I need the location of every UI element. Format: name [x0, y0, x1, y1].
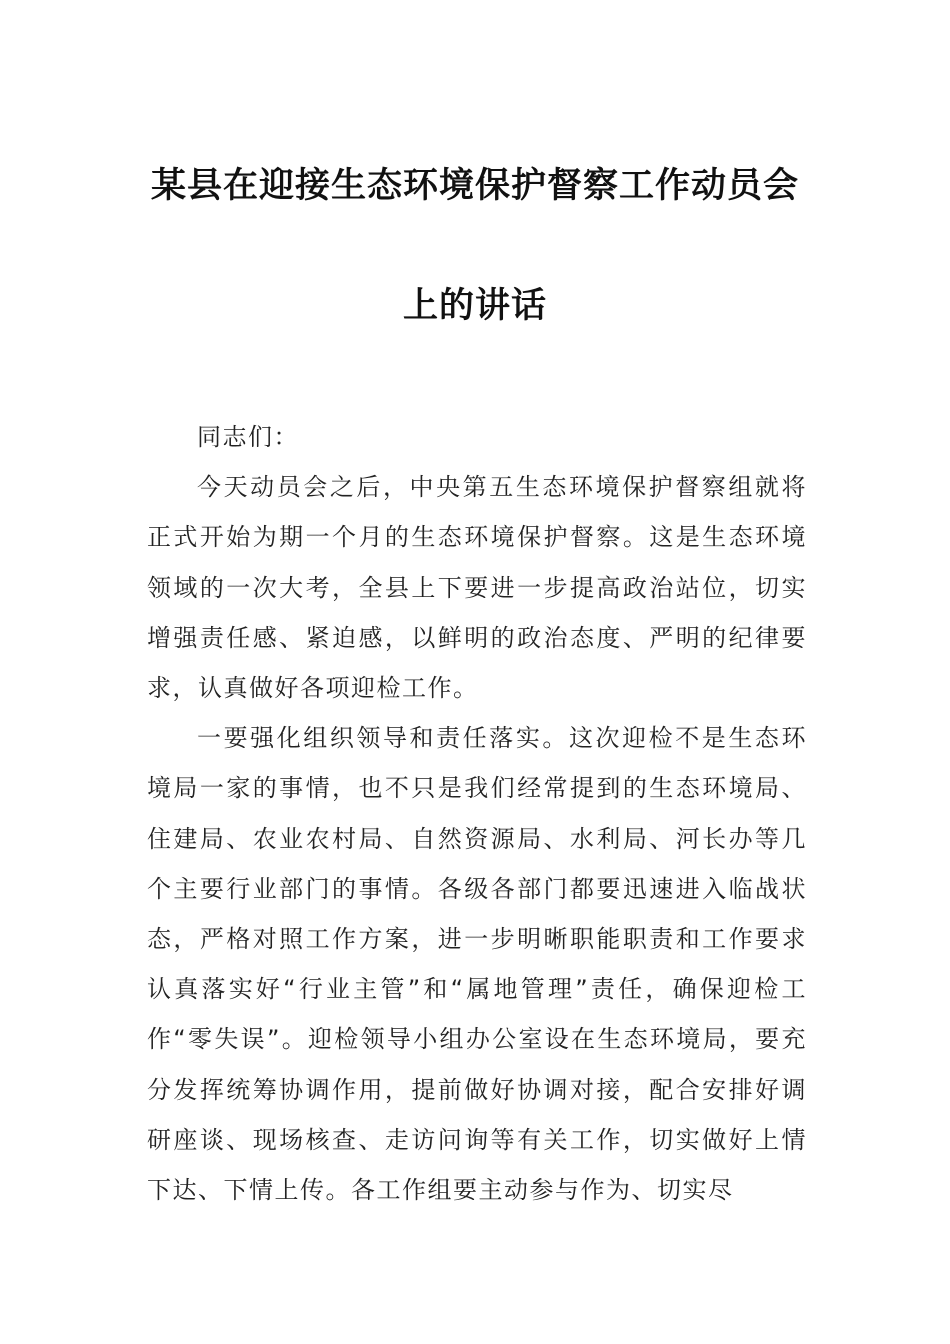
document-title-line-1: 某县在迎接生态环境保护督察工作动员会 [150, 165, 799, 206]
document-body [147, 412, 807, 1215]
salutation: 同志们： [197, 423, 299, 451]
paragraph-2: 一要强化组织领导和责任落实。这次迎检不是生态环境局一家的事情，也不只是我们经常提到的生态环境局、住建局、农业农村局、自然资源局、水利局、河长办等几个主要行业部门的事情。各级各部门都要迅速进入临战状态，严格对照工作方案，进一步明晰职能职责和工作要求认真落实好“行业主管”和“属地管理”责任，确保迎检工作“零失误”。迎检领导小组办公室设在生态环境局，要充分发挥统筹协调作用，提前做好协调对接，配合安排好调研座谈、现场核查、走访问询等有关工作，切实做好上情下达、下情上传。各工作组要主动参与作为、切实尽 [147, 724, 807, 1205]
paragraph-1: 今天动员会之后，中央第五生态环境保护督察组就将正式开始为期一个月的生态环境保护督察。这是生态环境领域的一次大考，全县上下要进一步提高政治站位，切实增强责任感、紧迫感，以鲜明的政治态度、严明的纪律要求，认真做好各项迎检工作。 [147, 473, 807, 703]
document-title-line-2: 上的讲话 [402, 285, 547, 326]
